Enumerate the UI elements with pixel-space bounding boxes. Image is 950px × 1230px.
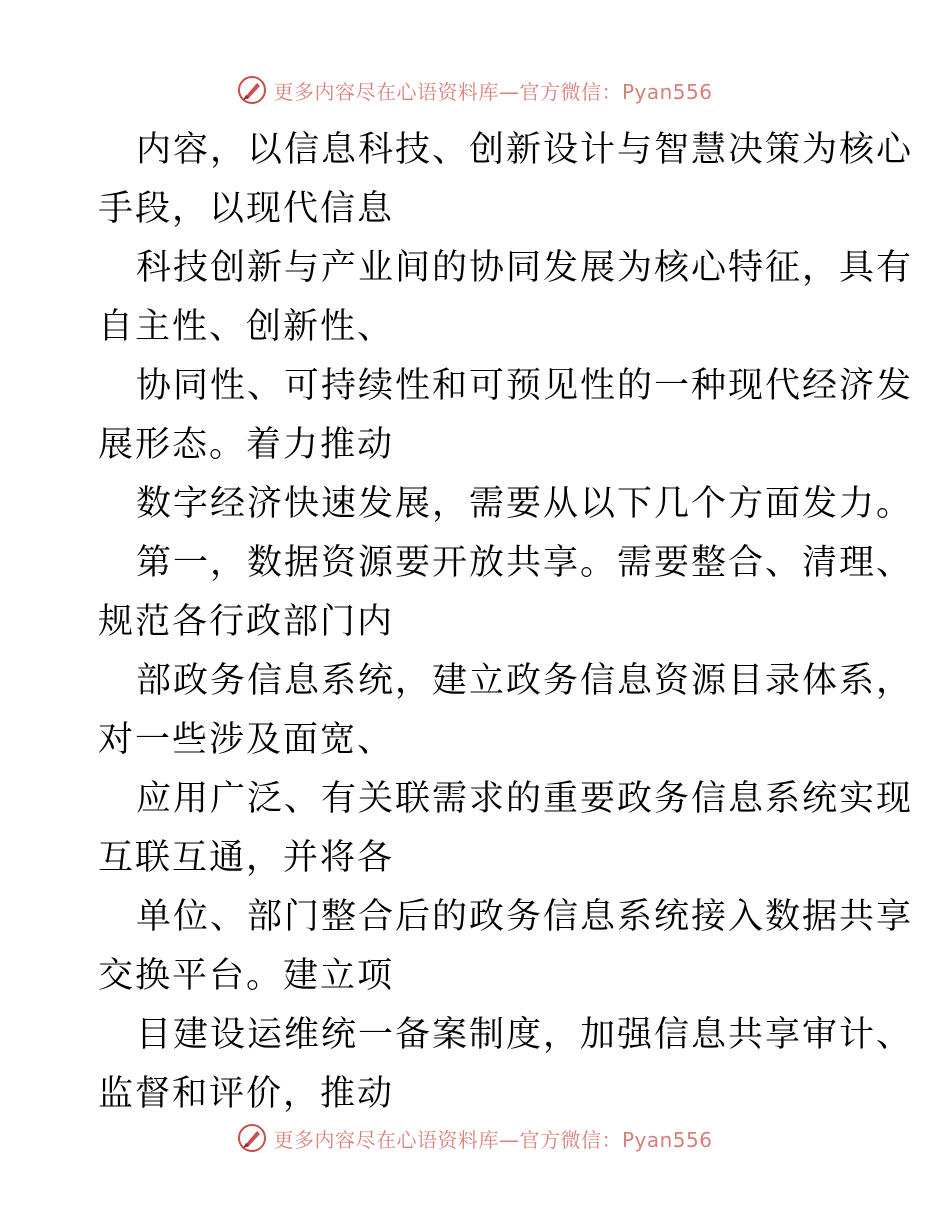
text-line-5: 协同性、可持续性和可预见性的一种现代经济发 — [136, 366, 914, 406]
text-line-9: 规范各行政部门内 — [98, 602, 395, 642]
text-line-8: 第一，数据资源要开放共享。需要整合、清理、 — [136, 543, 914, 583]
text-line-7: 数字经济快速发展，需要从以下几个方面发力。 — [136, 484, 914, 524]
text-line-12: 应用广泛、有关联需求的重要政务信息系统实现 — [136, 779, 914, 819]
text-line-13: 互联互通，并将各 — [98, 838, 395, 878]
document-body — [98, 121, 914, 1124]
footer-banner-text: 更多内容尽在心语资料库—官方微信：Pyan556 — [273, 1127, 713, 1152]
page-header-banner — [0, 70, 950, 110]
text-line-17: 监督和评价，推动 — [98, 1074, 395, 1114]
pen-quill-logo-icon — [237, 1123, 267, 1153]
text-line-16: 目建设运维统一备案制度，加强信息共享审计、 — [136, 1015, 914, 1055]
pen-quill-logo-icon — [237, 75, 267, 105]
header-banner-text: 更多内容尽在心语资料库—官方微信：Pyan556 — [273, 79, 713, 104]
text-line-14: 单位、部门整合后的政务信息系统接入数据共享 — [136, 897, 914, 937]
page-footer-banner — [0, 1118, 950, 1158]
text-line-1: 内容，以信息科技、创新设计与智慧决策为核心 — [136, 130, 914, 170]
text-line-3: 科技创新与产业间的协同发展为核心特征，具有 — [136, 248, 914, 288]
text-line-15: 交换平台。建立项 — [98, 956, 395, 996]
text-line-2: 手段，以现代信息 — [98, 189, 395, 229]
text-line-10: 部政务信息系统，建立政务信息资源目录体系， — [136, 661, 914, 701]
text-line-4: 自主性、创新性、 — [98, 307, 395, 347]
text-line-6: 展形态。着力推动 — [98, 425, 395, 465]
text-line-11: 对一些涉及面宽、 — [98, 720, 395, 760]
